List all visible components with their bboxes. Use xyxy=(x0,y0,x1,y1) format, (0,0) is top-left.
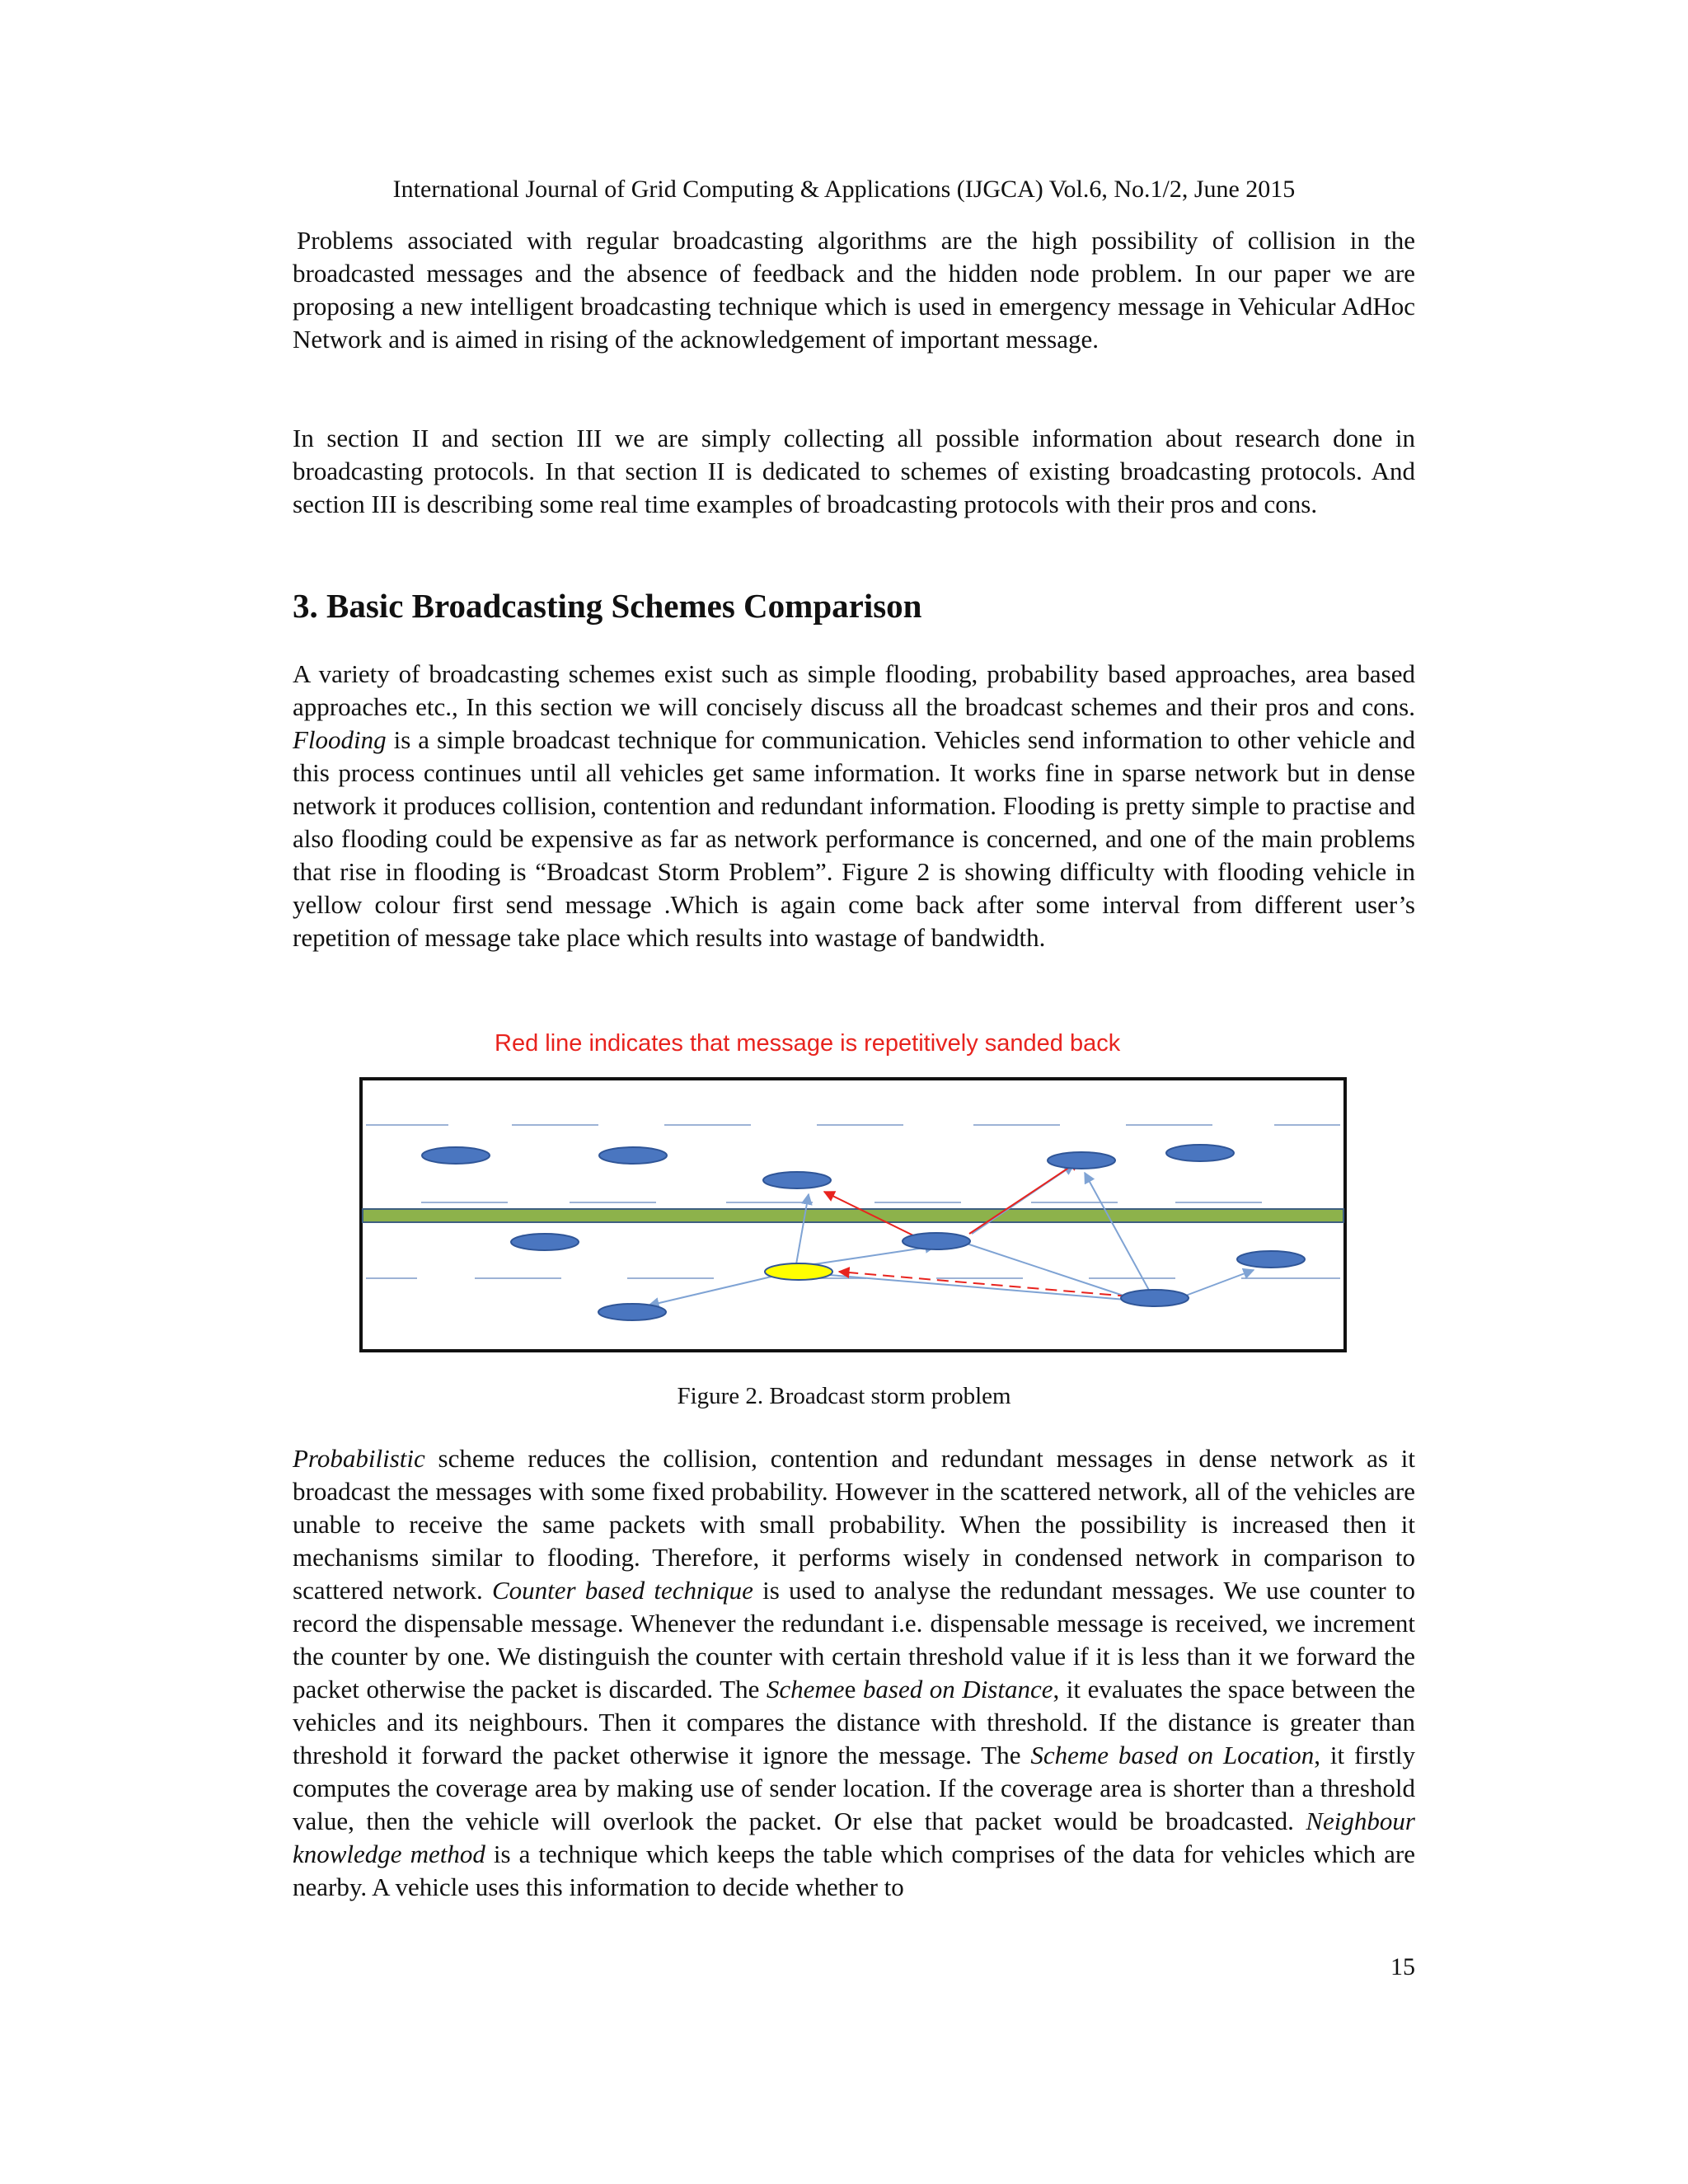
vehicle xyxy=(1237,1251,1305,1268)
schemes-paragraph-block xyxy=(293,1442,1415,1904)
flooding-vehicle xyxy=(765,1263,832,1280)
sections-paragraph-block xyxy=(293,422,1415,521)
flooding-paragraph xyxy=(293,658,1415,954)
flooding-paragraph-block xyxy=(293,658,1415,954)
scheme-term: Scheme xyxy=(766,1675,845,1704)
page-number: 15 xyxy=(1390,1953,1415,1980)
flooding-text-a: A variety of broadcasting schemes exist such as simple flooding, probability based approaches, area based approaches etc., In this section we will concisely discuss all the broadcast schemes and their pros and cons. xyxy=(293,659,1415,721)
journal-header: International Journal of Grid Computing & Applications (IJGCA) Vol.6, No.1/2, June 2015 xyxy=(392,176,1296,203)
schemes-text-e: , it firstly computes the coverage area by making use of sender location. If the coverage area is shorter than a threshold value, then the vehicle will overlook the packet. Or else that packet would be broadcasted. xyxy=(293,1741,1415,1835)
vehicle xyxy=(511,1234,579,1250)
vehicle xyxy=(763,1172,831,1188)
location-term: Scheme based on Location xyxy=(1030,1741,1315,1769)
figure-annotation: Red line indicates that message is repetitively sanded back xyxy=(495,1030,1121,1057)
flooding-text-b: is a simple broadcast technique for communication. Vehicles send information to other vehicle and this process continues until all vehicles get same information. It works fine in sparse network but in dense network it produces collision, contention and redundant information. Flooding is pretty simple to practise and also flooding could be expensive as far as network performance is concerned, and one of the main problems that rise in flooding is “Broadcast Storm Problem”. Figure 2 is showing difficulty with flooding vehicle in yellow colour first send message .Which is again come back after some interval from different user’s repetition of message take place which results into wastage of bandwidth. xyxy=(293,725,1415,952)
distance-term: based on Distance xyxy=(862,1675,1053,1704)
intro-paragraph-block xyxy=(293,224,1415,356)
schemes-text-a: scheme reduces the collision, contention and redundant messages in dense network as it broadcast the messages with some fixed probability. However in the scattered network, all of the vehicles are unable to receive the same packets with small probability. When the possibility is increased then it mechanisms similar to flooding. Therefore, it performs wisely in condensed network in comparison to scattered network. xyxy=(293,1444,1415,1605)
flooding-term: Flooding xyxy=(293,725,387,754)
sections-paragraph: In section II and section III we are simply collecting all possible information about research done in broadcasting protocols. In that section II is dedicated to schemes of existing broadcasting protocols. And section III is describing some real time examples of broadcasting protocols with their pros and cons. xyxy=(293,424,1415,518)
figure-caption: Figure 2. Broadcast storm problem xyxy=(677,1383,1011,1409)
section-heading: 3. Basic Broadcasting Schemes Comparison xyxy=(293,587,922,625)
probabilistic-term: Probabilistic xyxy=(293,1444,425,1473)
schemes-text-b: is used to analyse the redundant messages. We use counter to record the dispensable message. Whenever the redundant i.e. dispensable message is received, we increment the counter by one. We distinguish the counter with certain threshold value if it is less than it we forward the packet otherwise the packet is discarded. The xyxy=(293,1576,1415,1704)
vehicle xyxy=(599,1147,667,1164)
vehicle xyxy=(903,1233,970,1249)
counter-term: Counter based technique xyxy=(491,1576,753,1605)
schemes-text-f: is a technique which keeps the table which comprises of the data for vehicles which are nearby. A vehicle uses this information to decide whether to xyxy=(293,1840,1416,1901)
vehicle xyxy=(598,1304,666,1320)
schemes-paragraph xyxy=(293,1442,1415,1904)
vehicle xyxy=(1121,1290,1189,1306)
road-divider xyxy=(363,1209,1343,1222)
vehicle xyxy=(422,1147,490,1164)
vehicle xyxy=(1048,1152,1115,1169)
schemes-text-d: , it evaluates the space between the vehicles and its neighbours. Then it compares the distance with threshold. If the distance is greater than threshold it forward the packet otherwise it ignore the message. The xyxy=(293,1675,1415,1769)
schemes-text-c: e xyxy=(844,1675,863,1704)
vehicle xyxy=(1166,1145,1234,1161)
intro-paragraph: Problems associated with regular broadcasting algorithms are the high possibility of collision in the broadcasted messages and the absence of feedback and the hidden node problem. In our paper we are proposing a new intelligent broadcasting technique which is used in emergency message in Vehicular AdHoc Network and is aimed in rising of the acknowledgement of important message. xyxy=(293,226,1415,354)
neighbour-term: Neighbour knowledge method xyxy=(293,1807,1415,1868)
broadcast-storm-figure xyxy=(359,1077,1347,1352)
section-heading-block xyxy=(293,585,1415,626)
